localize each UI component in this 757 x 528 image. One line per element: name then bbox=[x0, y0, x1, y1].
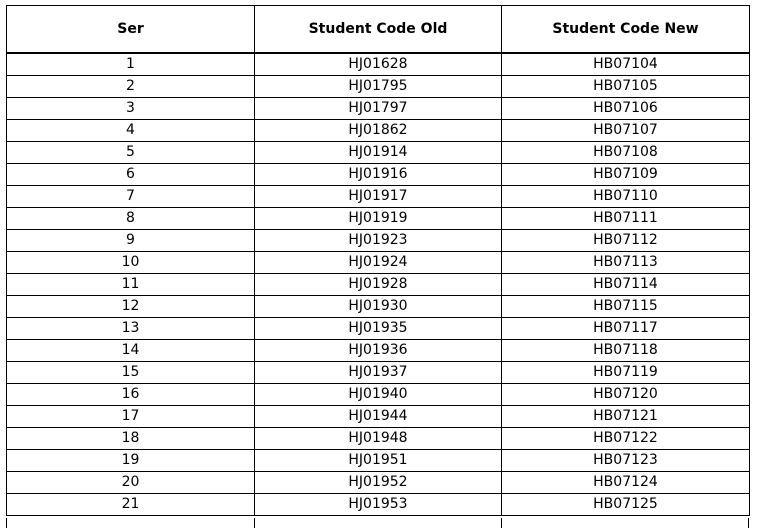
table-row bbox=[7, 186, 750, 208]
cell-student-code-new: HB07119 bbox=[502, 362, 750, 384]
cell-student-code-new: HB07121 bbox=[502, 406, 750, 428]
table-row bbox=[7, 274, 750, 296]
cell-student-code-new: HB07105 bbox=[502, 76, 750, 98]
table-row bbox=[7, 252, 750, 274]
table-row bbox=[7, 164, 750, 186]
cell-student-code-old: HJ01928 bbox=[255, 274, 502, 296]
cell-student-code-new: HB07118 bbox=[502, 340, 750, 362]
cell-student-code-new: HB07124 bbox=[502, 472, 750, 494]
cell-student-code-old: HJ01944 bbox=[255, 406, 502, 428]
table-row bbox=[7, 406, 750, 428]
cell-student-code-new: HB07120 bbox=[502, 384, 750, 406]
table-row bbox=[7, 120, 750, 142]
cell-student-code-old: HJ01935 bbox=[255, 318, 502, 340]
table-row bbox=[7, 472, 750, 494]
cell-ser: 9 bbox=[7, 230, 255, 252]
table-row bbox=[7, 362, 750, 384]
cell-student-code-old: HJ01917 bbox=[255, 186, 502, 208]
cell-student-code-new: HB07106 bbox=[502, 98, 750, 120]
table-row bbox=[7, 98, 750, 120]
cell-student-code-old: HJ01862 bbox=[255, 120, 502, 142]
cell-student-code-new: HB07115 bbox=[502, 296, 750, 318]
table-row bbox=[7, 208, 750, 230]
cell-student-code-old: HJ01628 bbox=[255, 53, 502, 76]
cell-ser: 11 bbox=[7, 274, 255, 296]
cell-ser: 12 bbox=[7, 296, 255, 318]
table-row bbox=[7, 340, 750, 362]
student-code-table-container bbox=[6, 5, 749, 516]
cell-ser: 13 bbox=[7, 318, 255, 340]
cell-student-code-old: HJ01797 bbox=[255, 98, 502, 120]
cell-ser: 5 bbox=[7, 142, 255, 164]
table-body bbox=[7, 53, 750, 516]
cell-student-code-old: HJ01795 bbox=[255, 76, 502, 98]
next-row-stub bbox=[6, 518, 749, 528]
cell-ser: 10 bbox=[7, 252, 255, 274]
cell-student-code-new: HB07112 bbox=[502, 230, 750, 252]
cell-ser: 18 bbox=[7, 428, 255, 450]
cell-student-code-new: HB07104 bbox=[502, 53, 750, 76]
header-student-code-old: Student Code Old bbox=[255, 6, 502, 54]
cell-student-code-new: HB07111 bbox=[502, 208, 750, 230]
student-code-table bbox=[6, 5, 750, 516]
table-row bbox=[7, 296, 750, 318]
cell-ser: 4 bbox=[7, 120, 255, 142]
cell-ser: 1 bbox=[7, 53, 255, 76]
cell-student-code-old: HJ01936 bbox=[255, 340, 502, 362]
table-row bbox=[7, 494, 750, 516]
cell-student-code-old: HJ01940 bbox=[255, 384, 502, 406]
table-row bbox=[7, 53, 750, 76]
cell-ser: 7 bbox=[7, 186, 255, 208]
cell-student-code-old: HJ01953 bbox=[255, 494, 502, 516]
cell-student-code-old: HJ01930 bbox=[255, 296, 502, 318]
cell-ser: 19 bbox=[7, 450, 255, 472]
header-row bbox=[7, 6, 750, 54]
table-row bbox=[7, 76, 750, 98]
cell-ser: 8 bbox=[7, 208, 255, 230]
cell-ser: 21 bbox=[7, 494, 255, 516]
table-row bbox=[7, 450, 750, 472]
cell-student-code-old: HJ01916 bbox=[255, 164, 502, 186]
cell-student-code-old: HJ01914 bbox=[255, 142, 502, 164]
cell-student-code-new: HB07125 bbox=[502, 494, 750, 516]
cell-ser: 6 bbox=[7, 164, 255, 186]
cell-student-code-old: HJ01951 bbox=[255, 450, 502, 472]
cell-student-code-old: HJ01919 bbox=[255, 208, 502, 230]
cell-ser: 2 bbox=[7, 76, 255, 98]
table-row bbox=[7, 318, 750, 340]
cell-student-code-new: HB07110 bbox=[502, 186, 750, 208]
cell-student-code-new: HB07107 bbox=[502, 120, 750, 142]
cell-ser: 17 bbox=[7, 406, 255, 428]
table-row bbox=[7, 142, 750, 164]
cell-student-code-new: HB07109 bbox=[502, 164, 750, 186]
header-ser: Ser bbox=[7, 6, 255, 54]
cell-student-code-new: HB07113 bbox=[502, 252, 750, 274]
cell-ser: 15 bbox=[7, 362, 255, 384]
table-row bbox=[7, 384, 750, 406]
cell-student-code-new: HB07108 bbox=[502, 142, 750, 164]
cell-student-code-old: HJ01937 bbox=[255, 362, 502, 384]
cell-student-code-new: HB07123 bbox=[502, 450, 750, 472]
cell-student-code-new: HB07122 bbox=[502, 428, 750, 450]
cell-student-code-old: HJ01948 bbox=[255, 428, 502, 450]
cell-ser: 14 bbox=[7, 340, 255, 362]
header-student-code-new: Student Code New bbox=[502, 6, 750, 54]
cell-student-code-old: HJ01923 bbox=[255, 230, 502, 252]
table-row bbox=[7, 230, 750, 252]
table-row bbox=[7, 428, 750, 450]
cell-ser: 20 bbox=[7, 472, 255, 494]
column-divider bbox=[254, 518, 255, 528]
cell-student-code-old: HJ01952 bbox=[255, 472, 502, 494]
cell-student-code-new: HB07117 bbox=[502, 318, 750, 340]
cell-ser: 16 bbox=[7, 384, 255, 406]
cell-ser: 3 bbox=[7, 98, 255, 120]
column-divider bbox=[501, 518, 502, 528]
cell-student-code-new: HB07114 bbox=[502, 274, 750, 296]
cell-student-code-old: HJ01924 bbox=[255, 252, 502, 274]
